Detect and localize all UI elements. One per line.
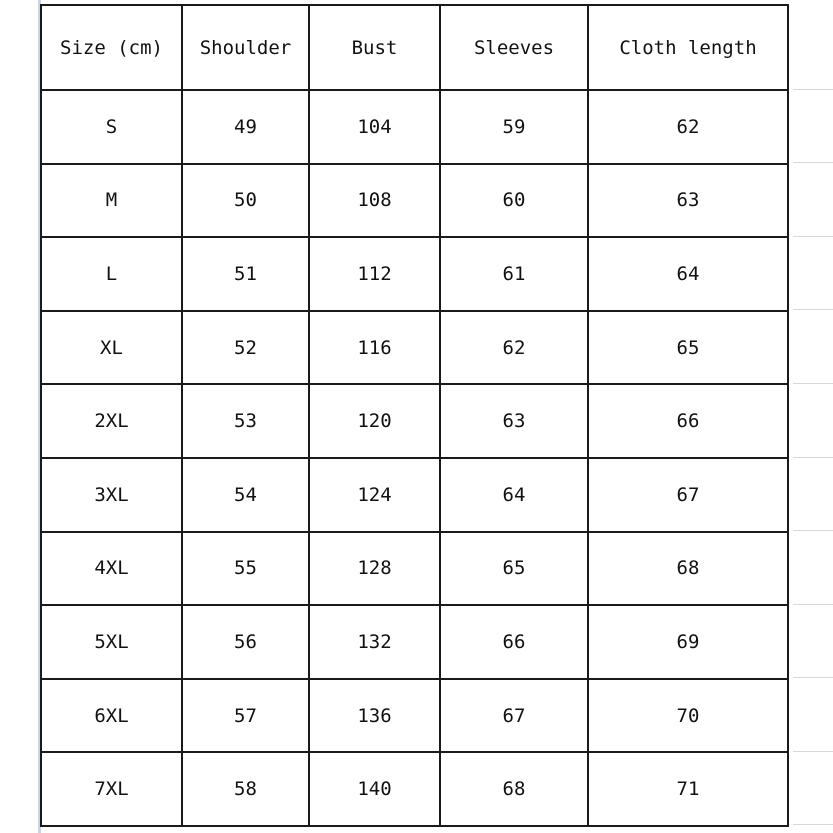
gridline [793, 677, 833, 678]
bust-cell: 140 [309, 752, 440, 826]
size-cell: XL [41, 311, 182, 385]
gridline [793, 457, 833, 458]
sleeves-cell: 66 [440, 605, 588, 679]
gridline [793, 824, 833, 825]
shoulder-cell: 56 [182, 605, 309, 679]
cloth-length-cell: 65 [588, 311, 788, 385]
shoulder-cell: 57 [182, 679, 309, 753]
cloth-length-cell: 66 [588, 384, 788, 458]
size-cell: 3XL [41, 458, 182, 532]
cloth-length-cell: 68 [588, 532, 788, 606]
table-row [41, 311, 788, 385]
gridline [793, 751, 833, 752]
sleeves-cell: 64 [440, 458, 588, 532]
shoulder-cell: 51 [182, 237, 309, 311]
table-row [41, 90, 788, 164]
sleeves-cell: 67 [440, 679, 588, 753]
sleeves-cell: 68 [440, 752, 588, 826]
spreadsheet-empty-column [793, 0, 833, 833]
shoulder-cell: 55 [182, 532, 309, 606]
sleeves-cell: 65 [440, 532, 588, 606]
sleeves-cell: 60 [440, 164, 588, 238]
shoulder-cell: 58 [182, 752, 309, 826]
bust-cell: 124 [309, 458, 440, 532]
size-chart-table [40, 4, 789, 827]
size-cell: 4XL [41, 532, 182, 606]
sleeves-cell: 62 [440, 311, 588, 385]
header-sleeves: Sleeves [440, 5, 588, 90]
gridline [793, 236, 833, 237]
table-row [41, 458, 788, 532]
shoulder-cell: 52 [182, 311, 309, 385]
shoulder-cell: 53 [182, 384, 309, 458]
table-row [41, 164, 788, 238]
table-row [41, 532, 788, 606]
size-cell: 2XL [41, 384, 182, 458]
cloth-length-cell: 71 [588, 752, 788, 826]
table-row [41, 679, 788, 753]
cloth-length-cell: 69 [588, 605, 788, 679]
size-cell: M [41, 164, 182, 238]
bust-cell: 128 [309, 532, 440, 606]
header-row [41, 5, 788, 90]
size-cell: 7XL [41, 752, 182, 826]
table-row [41, 752, 788, 826]
header-size: Size (cm) [41, 5, 182, 90]
gridline [793, 89, 833, 90]
gridline [793, 383, 833, 384]
bust-cell: 116 [309, 311, 440, 385]
gridline [793, 604, 833, 605]
bust-cell: 120 [309, 384, 440, 458]
table-row [41, 237, 788, 311]
cloth-length-cell: 64 [588, 237, 788, 311]
table-row [41, 384, 788, 458]
gridline [793, 162, 833, 163]
gridline [793, 530, 833, 531]
sleeves-cell: 63 [440, 384, 588, 458]
size-cell: 6XL [41, 679, 182, 753]
bust-cell: 112 [309, 237, 440, 311]
sleeves-cell: 61 [440, 237, 588, 311]
header-cloth-length: Cloth length [588, 5, 788, 90]
cloth-length-cell: 70 [588, 679, 788, 753]
gridline [793, 309, 833, 310]
size-cell: 5XL [41, 605, 182, 679]
shoulder-cell: 54 [182, 458, 309, 532]
sleeves-cell: 59 [440, 90, 588, 164]
size-cell: S [41, 90, 182, 164]
table-row [41, 605, 788, 679]
bust-cell: 104 [309, 90, 440, 164]
bust-cell: 108 [309, 164, 440, 238]
header-shoulder: Shoulder [182, 5, 309, 90]
cloth-length-cell: 63 [588, 164, 788, 238]
size-cell: L [41, 237, 182, 311]
shoulder-cell: 50 [182, 164, 309, 238]
cloth-length-cell: 67 [588, 458, 788, 532]
bust-cell: 136 [309, 679, 440, 753]
header-bust: Bust [309, 5, 440, 90]
cloth-length-cell: 62 [588, 90, 788, 164]
bust-cell: 132 [309, 605, 440, 679]
shoulder-cell: 49 [182, 90, 309, 164]
